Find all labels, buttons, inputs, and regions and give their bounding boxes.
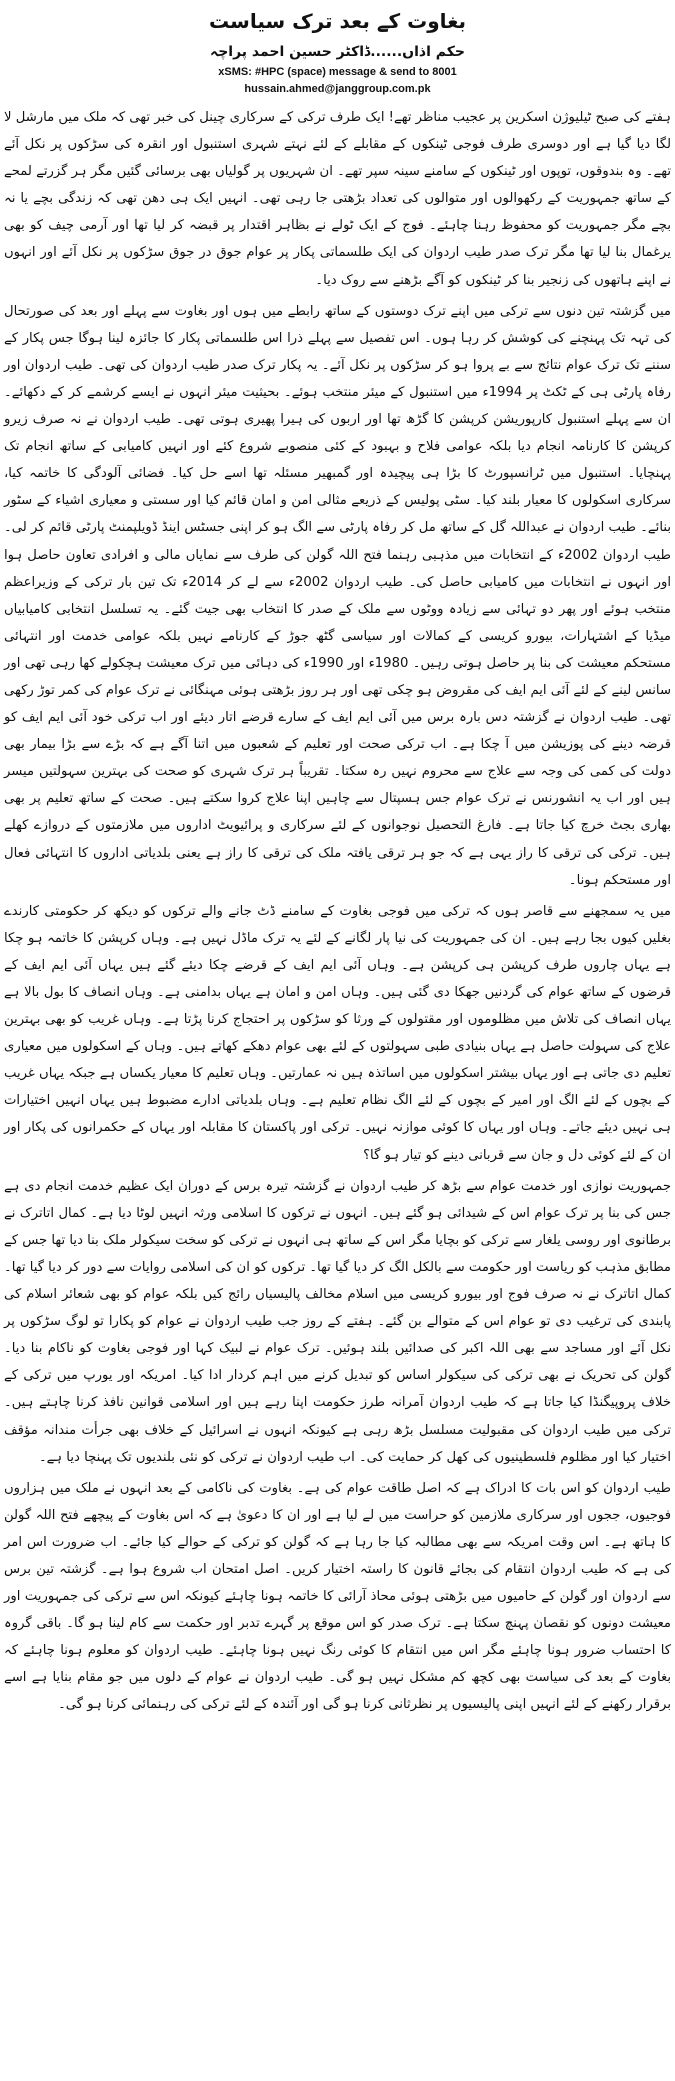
article-header	[4, 0, 671, 98]
paragraph: طیب اردوان کو اس بات کا ادراک ہے کہ اصل طاقت عوام کی ہے۔ بغاوت کی ناکامی کے بعد انہوں نے ملک میں ہزاروں فوجیوں، ججوں اور سرکاری ملازمین کو حراست میں لے لیا ہے اور ان کا دعویٰ ہے کہ اس بغاوت کے پیچھے فتح اللہ گولن کا ہاتھ ہے۔ اس وقت امریکہ سے بھی مطالبہ کیا جا رہا ہے کہ گولن کو ترکی کے حوالے کیا جائے۔ اب ضرورت اس امر کی ہے کہ طیب اردوان انتقام کی بجائے قانون کا راستہ اختیار کریں۔ اصل امتحان اب شروع ہوا ہے۔ گزشتہ تین برس سے اردوان اور گولن کے حامیوں میں بڑھتی ہوئی محاذ آرائی کا خاتمہ ہونا چاہئے کیونکہ اس سے ترکی کی جمہوریت اور معیشت دونوں کو نقصان پہنچ سکتا ہے۔ ترک صدر کو اس موقع پر گہرے تدبر اور حکمت سے کام لینا ہو گا۔ باقی گروہ کا احتساب ضرور ہونا چاہئے مگر اس میں انتقام کا کوئی رنگ نہیں ہونا چاہئے۔ طیب اردوان کو معلوم ہونا چاہئے کہ بغاوت کے بعد کی سیاست بھی کچھ کم مشکل نہیں ہو گی۔ طیب اردوان نے عوام کے دلوں میں جو مقام بنایا ہے اسے برقرار رکھنے کے لئے انہیں اپنی پالیسیوں پر نظرثانی کرنا ہو گی اور آئندہ کے لئے ترکی کی رہنمائی کرنا ہو گی۔	[4, 1480, 671, 1713]
author-email: hussain.ahmed@janggroup.com.pk	[244, 83, 431, 95]
paragraph: میں گزشتہ تین دنوں سے ترکی میں اپنے ترک دوستوں کے ساتھ رابطے میں ہوں اور بغاوت سے پہلے اور بعد کی صورتحال کی تہہ تک پہنچنے کی کوشش کر رہا ہوں۔ اس تفصیل سے پہلے ذرا اس طلسماتی پکار کا جائزہ لینا ہوگا جس پکار کے سننے تک ترک عوام نتائج سے بے پروا ہو کر سڑکوں پر نکل آئے۔ یہ پکار ترک صدر طیب اردوان کی تھی۔ طیب اردوان اور رفاہ پارٹی ہی کے ٹکٹ پر 1994ء میں استنبول کے میئر منتخب ہوئے۔ بحیثیت میئر انہوں نے ایسے کرشمے کر کے دکھائے۔ ان سے پہلے استنبول کارپوریشن کرپشن کا گڑھ تھا اور اربوں کی ہیرا پھیری ہوتی تھی۔ طیب اردوان نے نہ صرف زیرو کرپشن کا کارنامہ انجام دیا بلکہ عوامی فلاح و بہبود کے کئی منصوبے شروع کئے اور انہیں کامیابی کے ساتھ انجام تک پہنچایا۔ استنبول میں ٹرانسپورٹ کا بڑا ہی پیچیدہ اور گمبھیر مسئلہ تھا اسے حل کیا۔ فضائی آلودگی کا خاتمہ کیا، سرکاری اسکولوں کا معیار بلند کیا۔ سٹی پولیس کے ذریعے مثالی امن و امان قائم کیا اور سستی و معیاری اشیاء کے سٹور بنائے۔ طیب اردوان نے عبداللہ گل کے ساتھ مل کر رفاہ پارٹی سے الگ ہو کر اپنی جسٹس اینڈ ڈویلپمنٹ پارٹی قائم کر لی۔ طیب اردوان 2002ء کے انتخابات میں مذہبی رہنما فتح اللہ گولن کی طرف سے نمایاں مالی و افرادی تعاون حاصل ہوا اور انہوں نے انتخابات میں کامیابی حاصل کی۔ طیب اردوان 2002ء سے لے کر 2014ء تک تین بار ترکی کے وزیراعظم منتخب ہوئے اور پھر دو تہائی سے زیادہ ووٹوں سے ملک کے صدر کا انتخاب بھی جیت گئے۔ یہ تسلسل انتخابی کامیابیاں میڈیا کے اشتہارات، بیورو کریسی کے کمالات اور سیاسی گٹھ جوڑ کے کارنامے نہیں بلکہ عوامی خدمت اور انتہائی مستحکم معیشت کی بنا پر حاصل ہوتی رہیں۔ 1980ء اور 1990ء کی دہائی میں ترک معیشت ہچکولے کھا رہی تھی اور سانس لینے کے لئے آئی ایم ایف کی مقروض ہو چکی تھی اور ہر روز بڑھتی ہوئی مہنگائی نے ترک عوام کی کمر توڑ رکھی تھی۔ طیب اردوان نے گزشتہ دس بارہ برس میں آئی ایم ایف کے سارے قرضے اتار دیئے اور اب ترکی خود آئی ایم ایف کو قرضہ دینے کی پوزیشن میں آ چکا ہے۔ اب ترکی صحت اور تعلیم کے شعبوں میں اتنا آگے ہے کہ بڑے سے بڑا بیمار بھی دولت کی کمی کی وجہ سے علاج سے محروم نہیں رہ سکتا۔ تقریباً ہر ترک شہری کو صحت کی بہترین سہولتیں میسر ہیں اور اب یہ انشورنس نے ترک عوام جس ہسپتال سے چاہیں اپنا علاج کروا سکتے ہیں۔ صحت کے ساتھ تعلیم پر بھی بھاری بجٹ خرچ کیا جاتا ہے۔ فارغ التحصیل نوجوانوں کے لئے سرکاری و پرائیویٹ اداروں میں ملازمتوں کے دروازے کھلے ہیں۔ ترکی کی ترقی کا راز یہی ہے کہ جو ہر ترقی یافتہ ملک کی ترقی کا راز ہے یعنی بلدیاتی اداروں کا انتہائی فعال اور مستحکم ہونا۔	[4, 303, 671, 888]
article-title: بغاوت کے بعد ترک سیاست	[208, 9, 466, 33]
author-line: حکم اذاں......ڈاکٹر حسین احمد پراچہ	[209, 44, 465, 60]
paragraph: میں یہ سمجھنے سے قاصر ہوں کہ ترکی میں فوجی بغاوت کے سامنے ڈٹ جانے والے ترکوں کو دیکھ کر حکومتی کارندے بغلیں کیوں بجا رہے ہیں۔ ان کی جمہوریت کی نیا پار لگانے کے لئے یہ ترک ماڈل نہیں ہے۔ وہاں کرپشن کا خاتمہ ہو چکا ہے یہاں چاروں طرف کرپشن ہی کرپشن ہے۔ وہاں آئی ایم ایف کے قرضے چکا دیئے گئے ہیں یہاں آئی ایم ایف کے قرضوں کے ساتھ عوام کی گردنیں جھکا دی گئی ہیں۔ وہاں امن و امان ہے یہاں بدامنی ہے۔ وہاں انصاف کا بول بالا ہے یہاں انصاف کی تلاش میں مظلوموں اور مقتولوں کے ورثا کو سڑکوں پر احتجاج کرنا پڑتا ہے۔ وہاں غریب کو بھی بہترین علاج کی سہولت حاصل ہے یہاں بنیادی طبی سہولتوں کے لئے بھی عوام دھکے کھاتے ہیں۔ وہاں کے اسکولوں میں معیاری تعلیم دی جاتی ہے اور یہاں بیشتر اسکولوں میں اساتذہ ہیں نہ عمارتیں۔ وہاں تعلیم کا معیار یکساں ہے جبکہ یہاں غریب کے بچوں کے لئے الگ اور امیر کے بچوں کے لئے الگ نظام تعلیم ہے۔ وہاں بلدیاتی ادارے مضبوط ہیں یہاں انہیں اختیارات ہی نہیں دیئے جاتے۔ وہاں اور یہاں کا کوئی موازنہ نہیں۔ ترکی اور پاکستان کا مقابلہ اور یہاں کے حکمرانوں کی پکار اور ان کے لئے کوئی دل و جان سے قربانی دینے کو تیار ہو گا؟	[4, 903, 671, 1163]
paragraph: ہفتے کی صبح ٹیلیوژن اسکرین پر عجیب مناظر تھے! ایک طرف ترکی کے سرکاری چینل کی خبر تھی کہ ملک میں مارشل لا لگا دیا گیا ہے اور دوسری طرف فوجی ٹینکوں کے مقابلے کے لئے نہتے شہری استنبول اور انقرہ کی سڑکوں پر نکل آئے تھے۔ وہ بندوقوں، توپوں اور ٹینکوں کے سامنے سینہ سپر تھے۔ ان شہریوں پر گولیاں بھی برسائی گئیں مگر ہر گزرتے لمحے کے ساتھ جمہوریت کے رکھوالوں اور متوالوں کی تعداد بڑھتی جا رہی تھی۔ انہیں ایک ہی دھن تھی کہ زندگی بچے یا نہ بچے مگر جمہوریت کو محفوظ رہنا چاہئے۔ فوج کے ایک ٹولے نے بظاہر اقتدار پر قبضہ کر لیا تھا اور آرمی چیف کو بھی یرغمال بنا لیا تھا مگر ترک صدر طیب اردوان کی ایک طلسماتی پکار پر عوام جوق در جوق سڑکوں پر نکل آئے اور انہوں نے اپنے ہاتھوں کی زنجیر بنا کر ٹینکوں کو آگے بڑھنے سے روک دیا۔	[4, 110, 671, 288]
paragraph: جمہوریت نوازی اور خدمت عوام سے بڑھ کر طیب اردوان نے گزشتہ تیرہ برس کے دوران ایک عظیم خدمت انجام دی ہے جس کی بنا پر ترک عوام اس کے شیدائی ہو گئے ہیں۔ انہوں نے ترکوں کا اسلامی ورثہ انہیں لوٹا دیا ہے۔ کمال اتاترک نے برطانوی اور روسی یلغار سے ترکی کو بچایا مگر اس کے ساتھ ہی انہوں نے ترکی کو سخت سیکولر ملک بنا دیا تھا جس کے مطابق مذہب کو ریاست اور حکومت سے بالکل الگ کر دیا گیا تھا۔ ترکوں کو ان کی اسلامی روایات سے دور کر دیا گیا تھا۔ کمال اتاترک نے نہ صرف فوج اور بیورو کریسی میں اسلام مخالف پالیسیاں رائج کیں بلکہ عوام کو بھی شعائر اسلام کی پابندی کی ترغیب دی تو عوام اس کے متوالے بن گئے۔ ہفتے کے روز جب طیب اردوان نے عوام کو پکارا تو لوگ سڑکوں پر نکل آئے اور مساجد سے بھی اللہ اکبر کی صدائیں بلند ہوئیں۔ ترک عوام نے لبیک کہا اور فوجی بغاوت کو ناکام بنا دیا۔ گولن کی تحریک نے بھی ترکی کی سیکولر اساس کو تبدیل کرنے میں اہم کردار ادا کیا۔ امریکہ اور یورپ میں ترکی کے خلاف پروپیگنڈا کیا جاتا ہے کہ طیب اردوان آمرانہ طرز حکومت اپنا رہے ہیں اور اسلامی قوانین نافذ کرنا چاہتے ہیں۔ ترکی میں طیب اردوان کی مقبولیت مسلسل بڑھ رہی ہے کیونکہ انہوں نے اسرائیل کے خلاف بھی جرأت مندانہ مؤقف اختیار کیا اور مظلوم فلسطینیوں کی کھل کر حمایت کی۔ اب طیب اردوان نے ترکی کو نئی بلندیوں تک پہنچا دیا ہے۔	[4, 1178, 671, 1465]
sms-contact: xSMS: #HPC (space) message & send to 8001	[218, 66, 457, 78]
article-body	[4, 104, 671, 1719]
